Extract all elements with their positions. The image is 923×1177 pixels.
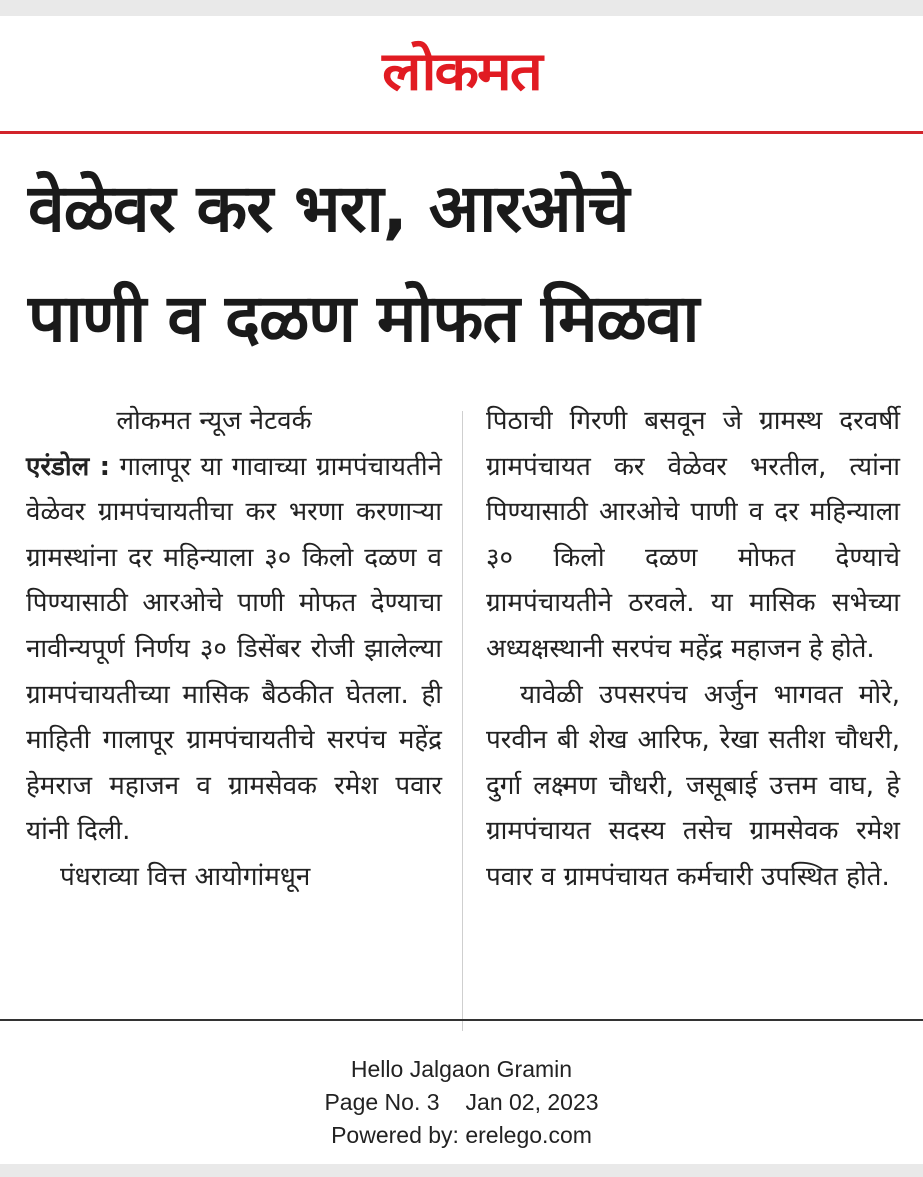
attendees-paragraph: यावेळी उपसरपंच अर्जुन भागवत मोरे, परवीन बी शेख आरिफ, रेखा सतीश चौधरी, दुर्गा लक्ष्मण चौधरी, जसूबाई उत्तम वाघ, हे ग्रामपंचायत सदस्य तसेच ग्रामसेवक रमेश पवार व ग्रामपंचायत कर्मचारी उपस्थित होते.: [486, 679, 900, 892]
paragraph-continued: पंधराव्या वित्त आयोगांमधून: [60, 861, 311, 892]
masthead-divider: [0, 131, 923, 134]
page-number: Page No. 3: [324, 1089, 440, 1115]
article-headline: [28, 154, 908, 374]
page-info: [0, 1086, 923, 1119]
column-divider: [462, 411, 463, 1031]
headline-line-2: पाणी व दळण मोफत मिळवा: [28, 280, 699, 357]
article-column-left: [26, 399, 442, 901]
clipping-footer: [0, 1053, 923, 1152]
powered-by: Powered by: erelego.com: [331, 1122, 592, 1148]
publication-date: Jan 02, 2023: [465, 1089, 599, 1115]
paragraph-continuation: पिठाची गिरणी बसवून जे ग्रामस्थ दरवर्षी ग्रामपंचायत कर वेळेवर भरतील, त्यांना पिण्यासाठी आरओचे पाणी व दर महिन्याला ३० किलो दळण मोफत देण्याचे ग्रामपंचायतीने ठरवले. या मासिक सभेच्या अध्यक्षस्थानी सरपंच महेंद्र महाजन हे होते.: [486, 406, 900, 664]
lead-paragraph-text: गालापूर या गावाच्या ग्रामपंचायतीने वेळेवर ग्रामपंचायतीचा कर भरणा करणाऱ्या ग्रामस्थांना दर महिन्याला ३० किलो दळण व पिण्यासाठी आरओचे पाणी मोफत देण्याचा नावीन्यपूर्ण निर्णय ३० डिसेंबर रोजी झालेल्या ग्रामपंचायतीच्या मासिक बैठकीत घेतला. ही माहिती गालापूर ग्रामपंचायतीचे सरपंच महेंद्र हेमराज महाजन व ग्रामसेवक रमेश पवार यांनी दिली.: [26, 451, 442, 847]
headline-line-1: वेळेवर कर भरा, आरओचे: [28, 170, 629, 247]
dateline: एरंडोल :: [26, 451, 111, 482]
masthead: [0, 16, 923, 133]
article-column-right: [486, 399, 900, 901]
lead-paragraph: [26, 445, 442, 855]
newspaper-clipping: [0, 16, 923, 1164]
edition-name: Hello Jalgaon Gramin: [350, 1056, 573, 1082]
footer-divider: [0, 1019, 923, 1021]
byline: लोकमत न्यूज नेटवर्क: [116, 406, 312, 436]
lokmat-logo: लोकमत: [382, 39, 541, 103]
